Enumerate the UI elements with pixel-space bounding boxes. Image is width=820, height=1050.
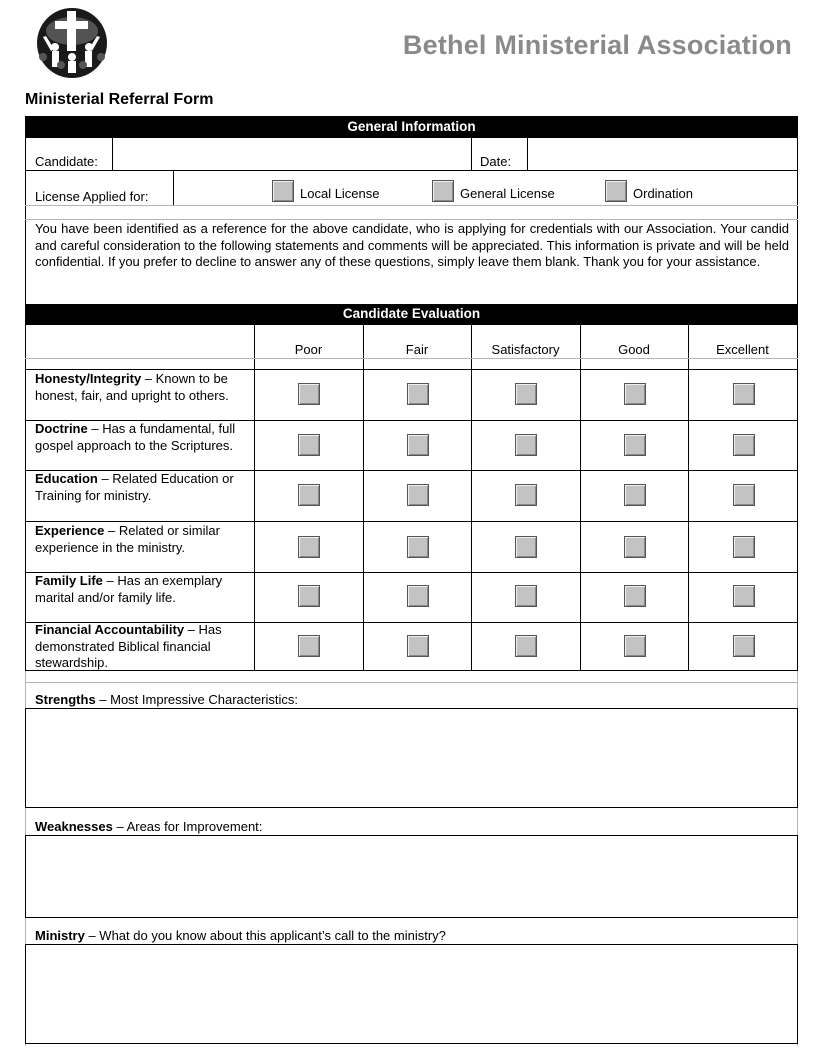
candidate-field[interactable] bbox=[113, 139, 470, 169]
rating-checkbox-doctrine-fair[interactable] bbox=[407, 434, 429, 456]
general-information-title: General Information bbox=[347, 119, 476, 134]
grid-col bbox=[254, 325, 255, 671]
grid-left bbox=[25, 325, 26, 671]
rating-checkbox-experience-satisfactory[interactable] bbox=[515, 536, 537, 558]
grid-row bbox=[25, 358, 798, 359]
rating-checkbox-honesty-good[interactable] bbox=[624, 383, 646, 405]
criterion-education bbox=[35, 471, 250, 504]
candidate-evaluation-title: Candidate Evaluation bbox=[342, 306, 481, 321]
ministry-title: Ministry bbox=[35, 928, 85, 943]
frame-right bbox=[797, 138, 798, 304]
rating-checkbox-financial-fair[interactable] bbox=[407, 635, 429, 657]
form-title: Ministerial Referral Form bbox=[25, 91, 214, 108]
divider bbox=[25, 170, 798, 171]
license-applied-label: License Applied for: bbox=[35, 189, 149, 204]
rating-checkbox-family-life-fair[interactable] bbox=[407, 585, 429, 607]
rating-checkbox-doctrine-poor[interactable] bbox=[298, 434, 320, 456]
grid-row bbox=[25, 369, 798, 370]
criterion-description: – Related Education or Training for ministry. bbox=[35, 471, 234, 503]
date-label: Date: bbox=[480, 154, 512, 169]
local-license-checkbox[interactable] bbox=[272, 180, 294, 202]
criterion-name: Doctrine bbox=[35, 421, 88, 436]
organization-name: Bethel Ministerial Association bbox=[402, 30, 792, 60]
rating-checkbox-honesty-excellent[interactable] bbox=[733, 383, 755, 405]
grid-col bbox=[471, 325, 472, 671]
rating-checkbox-experience-poor[interactable] bbox=[298, 536, 320, 558]
strengths-label bbox=[35, 692, 298, 707]
rating-checkbox-education-satisfactory[interactable] bbox=[515, 484, 537, 506]
strengths-textarea[interactable] bbox=[25, 708, 798, 808]
criterion-description: – Related or similar experience in the ministry. bbox=[35, 523, 220, 555]
criterion-description: – Known to be honest, fair, and upright to others. bbox=[35, 371, 229, 403]
rating-checkbox-family-life-poor[interactable] bbox=[298, 585, 320, 607]
divider bbox=[25, 219, 798, 220]
rating-checkbox-education-good[interactable] bbox=[624, 484, 646, 506]
date-field[interactable] bbox=[528, 139, 796, 169]
ministry-label bbox=[35, 928, 446, 943]
local-license-label: Local License bbox=[300, 186, 380, 201]
rating-header-fair: Fair bbox=[405, 342, 429, 357]
rating-checkbox-experience-excellent[interactable] bbox=[733, 536, 755, 558]
ordination-label: Ordination bbox=[633, 186, 693, 201]
frame-left bbox=[25, 138, 26, 304]
weaknesses-label bbox=[35, 819, 262, 834]
rating-header-good: Good bbox=[618, 342, 650, 357]
rating-checkbox-financial-poor[interactable] bbox=[298, 635, 320, 657]
strengths-title: Strengths bbox=[35, 692, 96, 707]
weaknesses-textarea[interactable] bbox=[25, 835, 798, 918]
divider bbox=[25, 205, 798, 206]
rating-checkbox-experience-good[interactable] bbox=[624, 536, 646, 558]
rating-checkbox-experience-fair[interactable] bbox=[407, 536, 429, 558]
criterion-name: Education bbox=[35, 471, 98, 486]
rating-checkbox-family-life-satisfactory[interactable] bbox=[515, 585, 537, 607]
criterion-name: Experience bbox=[35, 523, 105, 538]
rating-checkbox-family-life-good[interactable] bbox=[624, 585, 646, 607]
grid-right bbox=[797, 325, 798, 671]
rating-checkbox-doctrine-good[interactable] bbox=[624, 434, 646, 456]
grid-col bbox=[363, 325, 364, 671]
rating-checkbox-doctrine-excellent[interactable] bbox=[733, 434, 755, 456]
general-license-checkbox[interactable] bbox=[432, 180, 454, 202]
general-license-label: General License bbox=[460, 186, 555, 201]
rating-header-excellent: Excellent bbox=[716, 342, 769, 357]
general-information-header bbox=[25, 116, 798, 138]
criterion-description: – Has an exemplary marital and/or family life. bbox=[35, 573, 223, 605]
rating-checkbox-honesty-fair[interactable] bbox=[407, 383, 429, 405]
candidate-evaluation-header bbox=[25, 304, 798, 325]
rating-checkbox-financial-good[interactable] bbox=[624, 635, 646, 657]
candidate-label: Candidate: bbox=[35, 154, 98, 169]
divider bbox=[25, 682, 798, 683]
rating-checkbox-financial-satisfactory[interactable] bbox=[515, 635, 537, 657]
intro-paragraph: You have been identified as a reference for the above candidate, who is applying for credentials with our Association. Your candid and careful consideration to the following statements and comments will be appreciated. This information is private and will be held confidential. If you prefer to decline to answer any of these questions, simply leave them blank. Thank you for your assistance. bbox=[35, 221, 789, 269]
rating-header-poor: Poor bbox=[294, 342, 323, 357]
rating-checkbox-financial-excellent[interactable] bbox=[733, 635, 755, 657]
rating-checkbox-education-poor[interactable] bbox=[298, 484, 320, 506]
grid-col bbox=[580, 325, 581, 671]
grid-col bbox=[688, 325, 689, 671]
criterion-family-life bbox=[35, 573, 250, 606]
criterion-doctrine bbox=[35, 421, 250, 454]
ministry-textarea[interactable] bbox=[25, 944, 798, 1044]
rating-checkbox-education-excellent[interactable] bbox=[733, 484, 755, 506]
rating-checkbox-doctrine-satisfactory[interactable] bbox=[515, 434, 537, 456]
rating-header-satisfactory: Satisfactory bbox=[491, 342, 560, 357]
strengths-description: – Most Impressive Characteristics: bbox=[95, 692, 298, 707]
ministry-description: – What do you know about this applicant’s call to the ministry? bbox=[84, 928, 446, 943]
rating-checkbox-honesty-poor[interactable] bbox=[298, 383, 320, 405]
grid-row bbox=[25, 521, 798, 522]
rating-checkbox-education-fair[interactable] bbox=[407, 484, 429, 506]
rating-checkbox-family-life-excellent[interactable] bbox=[733, 585, 755, 607]
ordination-checkbox[interactable] bbox=[605, 180, 627, 202]
association-logo bbox=[33, 7, 111, 79]
rating-checkbox-honesty-satisfactory[interactable] bbox=[515, 383, 537, 405]
criterion-financial-accountability bbox=[35, 622, 250, 672]
criterion-name: Family Life bbox=[35, 573, 103, 588]
weaknesses-description: – Areas for Improvement: bbox=[112, 819, 263, 834]
criterion-name: Financial Accountability bbox=[35, 622, 185, 637]
divider bbox=[471, 138, 472, 170]
criterion-name: Honesty/Integrity bbox=[35, 371, 142, 386]
criterion-description: – Has demonstrated Biblical financial stewardship. bbox=[35, 622, 222, 670]
criterion-honesty-integrity bbox=[35, 371, 250, 404]
criterion-experience bbox=[35, 523, 250, 556]
divider bbox=[173, 170, 174, 205]
criterion-description: – Has a fundamental, full gospel approach to the Scriptures. bbox=[35, 421, 236, 453]
weaknesses-title: Weaknesses bbox=[35, 819, 113, 834]
